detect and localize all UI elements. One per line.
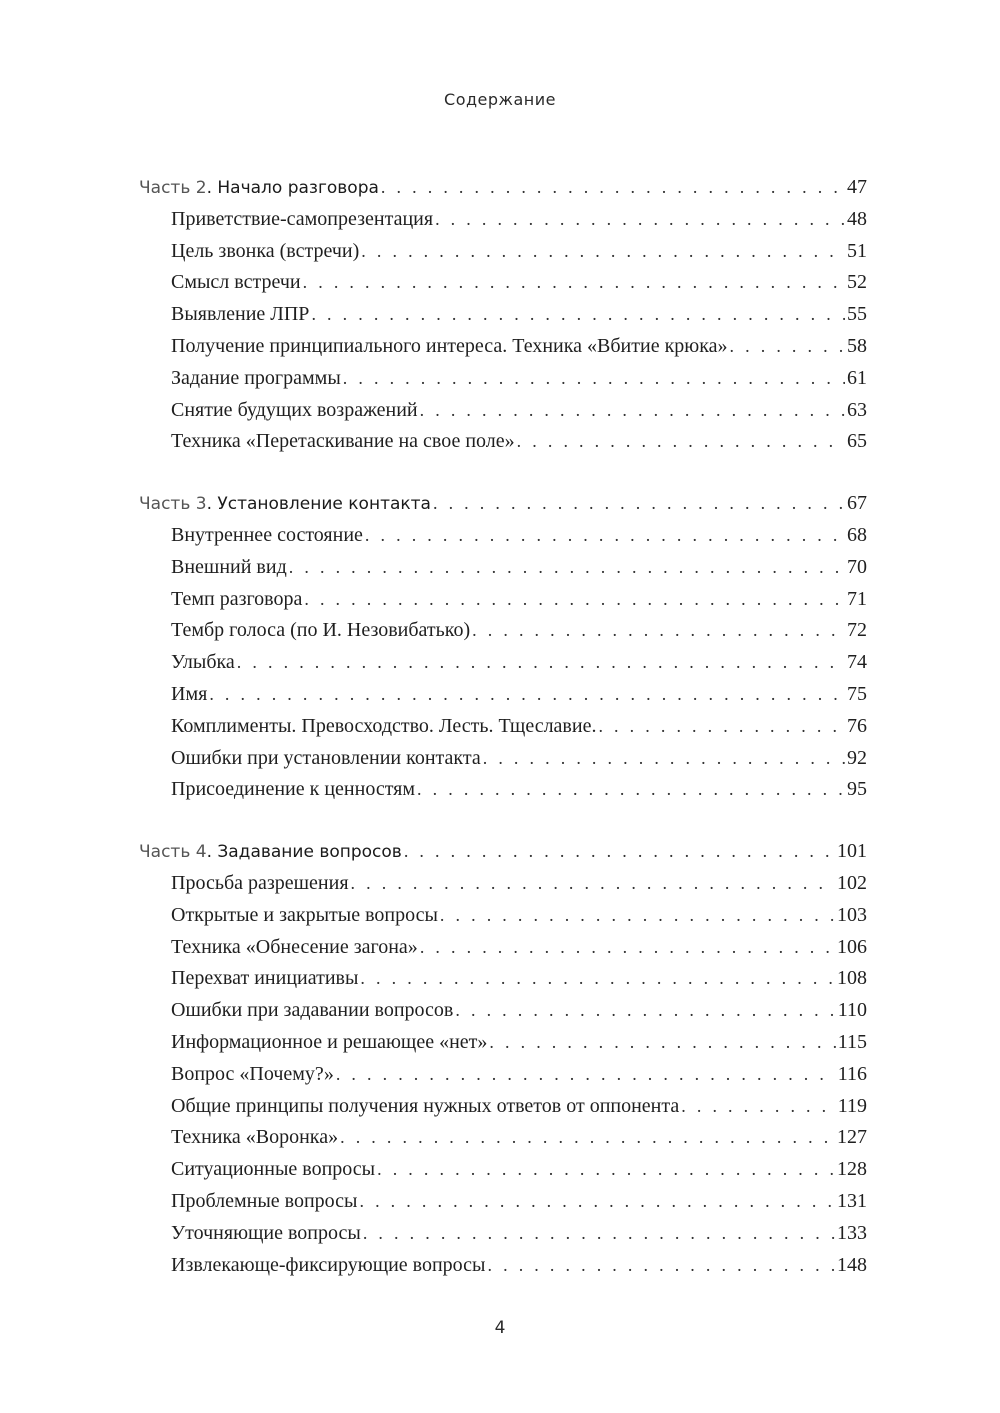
entry-page-number: 119 — [837, 1094, 867, 1117]
toc-entry[interactable] — [139, 868, 867, 900]
toc-part — [139, 836, 867, 1281]
entry-title: Снятие будущих возражений — [171, 398, 418, 421]
entry-page-number: 133 — [837, 1221, 867, 1244]
entry-page-number: 48 — [847, 207, 867, 230]
entry-page-number: 95 — [847, 778, 867, 801]
toc-entry[interactable] — [139, 267, 867, 299]
dot-leader — [440, 900, 835, 932]
entry-title: Ситуационные вопросы — [171, 1158, 376, 1181]
entry-page-number: 68 — [847, 523, 867, 546]
entry-page-number: 76 — [847, 714, 867, 737]
entry-title: Техника «Перетаскивание на свое поле» — [171, 430, 515, 453]
entry-page-number: 106 — [837, 935, 867, 958]
dot-leader — [363, 1218, 835, 1250]
entry-title: Тембр голоса (по И. Незовибатько) — [171, 619, 471, 642]
toc-entry[interactable] — [139, 1250, 867, 1282]
entry-page-number: 115 — [837, 1030, 867, 1053]
entry-page-number: 103 — [837, 903, 867, 926]
entry-page-number: 102 — [837, 871, 867, 894]
entry-page-number: 74 — [847, 651, 867, 674]
entry-title: Открытые и закрытые вопросы — [171, 903, 438, 926]
entry-title: Просьба разрешения — [171, 871, 349, 894]
entry-page-number: 63 — [847, 398, 867, 421]
entry-title: Техника «Обнесение загона» — [171, 935, 418, 958]
part-title: . Установление контакта — [206, 494, 431, 515]
toc-entry[interactable] — [139, 1154, 867, 1186]
toc-entry[interactable] — [139, 647, 867, 679]
dot-leader — [365, 520, 845, 552]
entry-page-number: 72 — [847, 619, 867, 642]
entry-title: Приветствие-самопрезентация — [171, 207, 434, 230]
toc-entry[interactable] — [139, 995, 867, 1027]
toc-entry[interactable] — [139, 743, 867, 775]
toc-part — [139, 172, 867, 458]
dot-leader — [311, 299, 845, 331]
dot-leader — [455, 995, 835, 1027]
dot-leader — [598, 711, 845, 743]
toc-entry[interactable] — [139, 520, 867, 552]
dot-leader — [361, 236, 845, 268]
dot-leader — [209, 679, 845, 711]
toc-entry[interactable] — [139, 584, 867, 616]
entry-title: Общие принципы получения нужных ответов от оппонента — [171, 1094, 680, 1117]
entry-title: Извлекающе-фиксирующие вопросы — [171, 1253, 486, 1276]
part-title: . Начало разговора — [206, 178, 379, 198]
dot-leader — [360, 963, 835, 995]
entry-page-number: 75 — [847, 682, 867, 705]
toc-entry[interactable] — [139, 1091, 867, 1123]
toc-entry[interactable] — [139, 1186, 867, 1218]
toc-entry[interactable] — [139, 552, 867, 584]
toc-entry[interactable] — [139, 363, 867, 395]
dot-leader — [303, 267, 845, 299]
toc-part-heading[interactable] — [139, 836, 867, 868]
entry-page-number: 110 — [837, 999, 867, 1022]
toc-entry[interactable] — [139, 932, 867, 964]
entry-title: Улыбка — [171, 651, 235, 674]
toc-entry[interactable] — [139, 331, 867, 363]
entry-title: Перехват инициативы — [171, 967, 359, 990]
toc-entry[interactable] — [139, 1059, 867, 1091]
dot-leader — [289, 552, 845, 584]
part-page-number: 47 — [847, 176, 867, 198]
part-page-number: 101 — [837, 840, 867, 863]
entry-page-number: 127 — [837, 1126, 867, 1149]
entry-title: Имя — [171, 682, 208, 705]
entry-title: Ошибки при установлении контакта — [171, 746, 481, 769]
dot-leader — [377, 1154, 835, 1186]
entry-title: Получение принципиального интереса. Техника «Вбитие крюка» — [171, 334, 728, 357]
toc-entry[interactable] — [139, 1027, 867, 1059]
entry-page-number: 148 — [837, 1253, 867, 1276]
toc-part-heading[interactable] — [139, 488, 867, 520]
part-title: . Задавание вопросов — [206, 842, 402, 863]
entry-page-number: 65 — [847, 430, 867, 453]
entry-title: Внутреннее состояние — [171, 523, 363, 546]
entry-title: Задание программы — [171, 366, 341, 389]
entry-title: Комплименты. Превосходство. Лесть. Тщеславие. — [171, 714, 597, 737]
dot-leader — [420, 932, 835, 964]
part-number: Часть 3 — [139, 494, 207, 515]
toc-entry[interactable] — [139, 679, 867, 711]
toc-entry[interactable] — [139, 1122, 867, 1154]
toc-part-heading[interactable] — [139, 172, 867, 204]
table-of-contents — [139, 172, 867, 1311]
running-head: Содержание — [444, 90, 556, 109]
toc-entry[interactable] — [139, 426, 867, 458]
entry-page-number: 128 — [837, 1158, 867, 1181]
entry-page-number: 58 — [847, 334, 867, 357]
dot-leader — [304, 584, 845, 616]
page-number: 4 — [494, 1318, 506, 1338]
entry-page-number: 70 — [847, 555, 867, 578]
dot-leader — [489, 1027, 835, 1059]
entry-page-number: 61 — [847, 366, 867, 389]
toc-entry[interactable] — [139, 1218, 867, 1250]
entry-title: Внешний вид — [171, 555, 287, 578]
entry-title: Цель звонка (встречи) — [171, 239, 360, 262]
dot-leader — [681, 1091, 835, 1123]
dot-leader — [433, 488, 845, 520]
entry-title: Проблемные вопросы — [171, 1189, 358, 1212]
dot-leader — [420, 395, 845, 427]
entry-page-number: 116 — [837, 1062, 867, 1085]
part-number: Часть 4 — [139, 842, 207, 863]
entry-title: Уточняющие вопросы — [171, 1221, 361, 1244]
toc-entry[interactable] — [139, 395, 867, 427]
dot-leader — [488, 1250, 836, 1282]
dot-leader — [417, 774, 845, 806]
dot-leader — [237, 647, 845, 679]
part-number: Часть 2 — [139, 178, 207, 198]
toc-entry[interactable] — [139, 963, 867, 995]
dot-leader — [381, 172, 845, 204]
entry-page-number: 108 — [837, 967, 867, 990]
toc-entry[interactable] — [139, 711, 867, 743]
dot-leader — [404, 836, 835, 868]
toc-entry[interactable] — [139, 299, 867, 331]
entry-page-number: 131 — [837, 1189, 867, 1212]
entry-page-number: 55 — [847, 303, 867, 326]
dot-leader — [340, 1122, 835, 1154]
toc-entry[interactable] — [139, 204, 867, 236]
dot-leader — [517, 426, 845, 458]
entry-title: Темп разговора — [171, 587, 303, 610]
toc-part — [139, 488, 867, 806]
dot-leader — [472, 615, 845, 647]
part-heading-label — [139, 837, 402, 868]
entry-page-number: 71 — [847, 587, 867, 610]
part-heading-label — [139, 489, 431, 520]
part-heading-label — [139, 173, 379, 204]
entry-title: Вопрос «Почему?» — [171, 1062, 334, 1085]
entry-title: Техника «Воронка» — [171, 1126, 339, 1149]
dot-leader — [336, 1059, 836, 1091]
entry-page-number: 51 — [847, 239, 867, 262]
toc-entry[interactable] — [139, 615, 867, 647]
dot-leader — [483, 743, 845, 775]
toc-entry[interactable] — [139, 774, 867, 806]
entry-title: Смысл встречи — [171, 271, 301, 294]
dot-leader — [435, 204, 845, 236]
dot-leader — [343, 363, 845, 395]
entry-title: Выявление ЛПР — [171, 303, 310, 326]
dot-leader — [730, 331, 845, 363]
toc-entry[interactable] — [139, 236, 867, 268]
entry-title: Ошибки при задавании вопросов — [171, 999, 454, 1022]
toc-entry[interactable] — [139, 900, 867, 932]
entry-page-number: 92 — [847, 746, 867, 769]
entry-page-number: 52 — [847, 271, 867, 294]
part-page-number: 67 — [847, 492, 867, 515]
dot-leader — [359, 1186, 835, 1218]
entry-title: Информационное и решающее «нет» — [171, 1030, 488, 1053]
dot-leader — [351, 868, 835, 900]
entry-title: Присоединение к ценностям — [171, 778, 416, 801]
